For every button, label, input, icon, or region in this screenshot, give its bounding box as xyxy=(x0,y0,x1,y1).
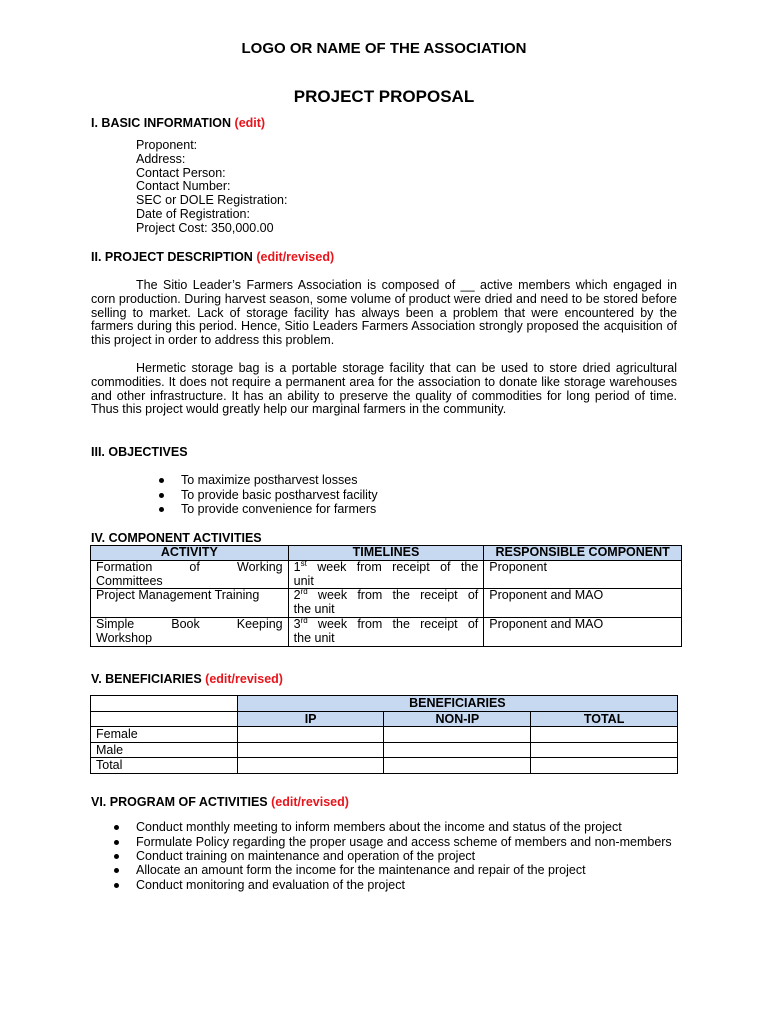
field-date-of-registration: Date of Registration: xyxy=(136,206,250,221)
responsible-cell: Proponent and MAO xyxy=(484,589,682,618)
section-program-of-activities xyxy=(91,795,349,809)
section-objectives xyxy=(91,445,188,459)
section-project-description xyxy=(91,250,334,264)
association-name: LOGO OR NAME OF THE ASSOCIATION xyxy=(241,40,527,57)
column-header-total: TOTAL xyxy=(531,711,678,727)
basic-information-fields xyxy=(136,139,287,236)
component-activities-table xyxy=(90,545,682,647)
row-label-female: Female xyxy=(91,727,238,743)
table-row xyxy=(91,758,678,774)
table-header-row xyxy=(91,546,682,561)
table-cell xyxy=(531,758,678,774)
table-cell xyxy=(237,742,384,758)
bullet-icon xyxy=(159,493,164,498)
table-row xyxy=(91,727,678,743)
table-row xyxy=(91,617,682,646)
list-item: To provide convenience for farmers xyxy=(181,502,681,517)
list-item: Formulate Policy regarding the proper usage and access scheme of members and non-members xyxy=(136,835,678,849)
list-item: Conduct monitoring and evaluation of the project xyxy=(136,878,678,893)
timeline-cell: 1st week from receipt of the unit xyxy=(288,560,484,589)
table-cell xyxy=(237,758,384,774)
column-header-responsible: RESPONSIBLE COMPONENT xyxy=(484,546,682,561)
responsible-cell: Proponent and MAO xyxy=(484,617,682,646)
field-address: Address: xyxy=(136,151,186,166)
description-paragraph-2: Hermetic storage bag is a portable storage facility that can be used to store dried agricultural commodities. It does not require a permanent area for the association to donate like storage warehouses and other infrastructure. It has an ability to preserve the quality of commodities for long period of time. Thus this project would greatly help our marginal farmers in the community. xyxy=(91,361,677,417)
table-cell xyxy=(384,758,531,774)
timeline-cell: 3rd week from the receipt of the unit xyxy=(288,617,484,646)
column-header-ip: IP xyxy=(237,711,384,727)
list-item: Conduct monthly meeting to inform members about the income and status of the project xyxy=(136,820,678,835)
bullet-icon xyxy=(114,854,119,859)
empty-header-cell xyxy=(91,696,238,712)
field-project-cost: Project Cost: 350,000.00 xyxy=(136,220,274,235)
responsible-cell: Proponent xyxy=(484,560,682,589)
section-heading: VI. PROGRAM OF ACTIVITIES xyxy=(91,795,268,809)
table-row xyxy=(91,560,682,589)
table-cell xyxy=(384,727,531,743)
edit-tag: (edit/revised) xyxy=(205,672,283,686)
list-item: To maximize postharvest losses xyxy=(181,473,681,488)
bullet-icon xyxy=(114,825,119,830)
bullet-icon xyxy=(159,478,164,483)
bullet-icon xyxy=(114,883,119,888)
field-registration: SEC or DOLE Registration: xyxy=(136,193,288,208)
section-component-activities xyxy=(91,531,262,545)
row-label-male: Male xyxy=(91,742,238,758)
list-item: Allocate an amount form the income for the maintenance and repair of the project xyxy=(136,863,678,878)
beneficiaries-table xyxy=(90,695,678,774)
activity-cell: Formation of Working Committees xyxy=(91,560,289,589)
edit-tag: (edit/revised) xyxy=(256,250,335,264)
column-header-non-ip: NON-IP xyxy=(384,711,531,727)
table-cell xyxy=(531,742,678,758)
list-item: To provide basic postharvest facility xyxy=(181,488,681,503)
table-header-row xyxy=(91,696,678,712)
bullet-icon xyxy=(159,507,164,512)
description-paragraph-1: The Sitio Leader’s Farmers Association is composed of __ active members which engaged in corn production. During harvest season, some volume of product were dried and need to be stored before selling to market. Lack of storage facility has always been a problem that were encountered by the farmers during this period. Hence, Sitio Leaders Farmers Association strongly proposed the acquisition of this project in order to address this problem. xyxy=(91,278,677,348)
table-header-row xyxy=(91,711,678,727)
section-heading: V. BENEFICIARIES xyxy=(91,672,202,686)
table-cell xyxy=(237,727,384,743)
table-row xyxy=(91,589,682,618)
empty-header-cell xyxy=(91,711,238,727)
column-header-activity: ACTIVITY xyxy=(91,546,289,561)
section-heading: III. OBJECTIVES xyxy=(91,445,188,459)
list-item: Conduct training on maintenance and operation of the project xyxy=(136,849,678,864)
activity-cell: Simple Book Keeping Workshop xyxy=(91,617,289,646)
field-proponent: Proponent: xyxy=(136,138,198,152)
activity-cell: Project Management Training xyxy=(91,589,289,618)
table-cell xyxy=(384,742,531,758)
edit-tag: (edit) xyxy=(234,116,266,130)
document-title: PROJECT PROPOSAL xyxy=(293,87,475,106)
table-cell xyxy=(531,727,678,743)
column-header-timelines: TIMELINES xyxy=(288,546,484,561)
section-beneficiaries xyxy=(91,672,283,686)
beneficiaries-group-header: BENEFICIARIES xyxy=(237,696,677,712)
section-basic-information xyxy=(91,116,265,130)
table-row xyxy=(91,742,678,758)
field-contact-number: Contact Number: xyxy=(136,179,231,194)
bullet-icon xyxy=(114,840,119,845)
row-label-total: Total xyxy=(91,758,238,774)
program-activities-list xyxy=(136,820,678,892)
field-contact-person: Contact Person: xyxy=(136,165,226,180)
objectives-list xyxy=(181,473,681,517)
timeline-cell: 2rd week from the receipt of the unit xyxy=(288,589,484,618)
section-heading: I. BASIC INFORMATION xyxy=(91,116,232,130)
bullet-icon xyxy=(114,868,119,873)
edit-tag: (edit/revised) xyxy=(271,795,349,809)
section-heading: II. PROJECT DESCRIPTION xyxy=(91,250,253,264)
section-heading: IV. COMPONENT ACTIVITIES xyxy=(91,531,262,545)
